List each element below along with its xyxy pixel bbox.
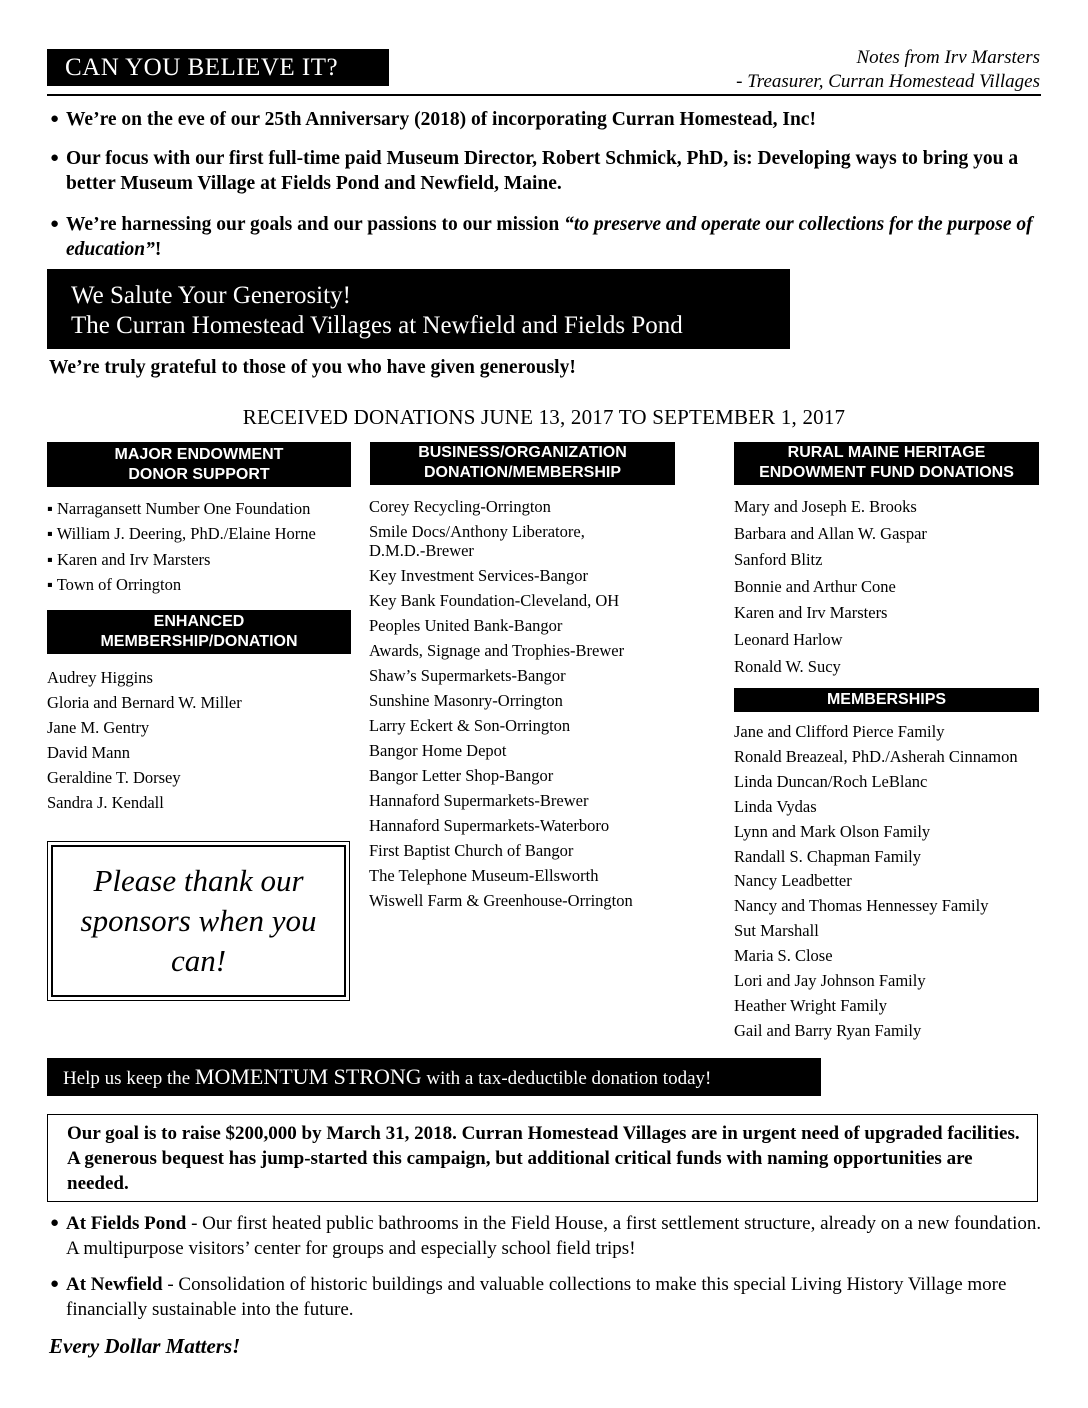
bullet-icon: ● <box>50 150 60 166</box>
bullet-icon: ● <box>50 111 60 127</box>
bullet-icon: ● <box>50 1215 60 1231</box>
list-item: Nancy Leadbetter <box>734 871 852 891</box>
list-item: Linda Vydas <box>734 796 817 816</box>
list-item: Hannaford Supermarkets-Waterboro <box>369 816 610 835</box>
business-donation-header: BUSINESS/ORGANIZATION DONATION/MEMBERSHIP <box>370 442 675 485</box>
page-title: CAN YOU BELIEVE IT? <box>47 49 389 86</box>
list-item: Lynn and Mark Olson Family <box>734 821 931 841</box>
closing-line: Every Dollar Matters! <box>49 1334 241 1358</box>
momentum-banner: Help us keep the MOMENTUM STRONG with a tax-deductible donation today! <box>47 1058 821 1096</box>
major-endowment-header: MAJOR ENDOWMENT DONOR SUPPORT <box>47 442 351 487</box>
list-item: Key Bank Foundation-Cleveland, OH <box>369 591 620 610</box>
intro-bullet <box>50 212 1045 262</box>
byline-author: Notes from Irv Marsters <box>856 47 1040 68</box>
list-item: Leonard Harlow <box>734 629 843 649</box>
goal-box: Our goal is to raise $200,000 by March 31, 2018. Curran Homestead Villages are in urgent need of upgraded facilities. A generous bequest has jump-started this campaign, but additional critical funds with naming opportunities are needed. <box>47 1114 1038 1202</box>
list-item: Awards, Signage and Trophies-Brewer <box>369 641 625 660</box>
intro-bullet-text: We’re harnessing our goals and our passions to our mission “to preserve and operate our collections for the purpose of education”! <box>66 214 1033 260</box>
project-place: At Fields Pond <box>66 1213 187 1234</box>
list-item: Hannaford Supermarkets-Brewer <box>369 791 589 810</box>
byline-role: - Treasurer, Curran Homestead Villages <box>736 71 1040 92</box>
list-item: Barbara and Allan W. Gaspar <box>734 523 927 543</box>
list-item: Randall S. Chapman Family <box>734 846 921 866</box>
list-item: ▪ Town of Orrington <box>47 574 182 594</box>
business-donation-list <box>369 494 633 913</box>
list-item: Linda Duncan/Roch LeBlanc <box>734 771 928 791</box>
list-item: Jane M. Gentry <box>47 718 150 737</box>
list-item: Geraldine T. Dorsey <box>47 768 181 787</box>
list-item: Sunshine Masonry-Orrington <box>369 691 563 710</box>
salute-line1: We Salute Your Generosity! <box>71 282 351 309</box>
intro-bullet <box>50 107 1045 132</box>
list-item: ▪ William J. Deering, PhD./Elaine Horne <box>47 524 316 544</box>
header-divider <box>47 94 1041 96</box>
list-item: Sandra J. Kendall <box>47 793 164 812</box>
list-item: ▪ Narragansett Number One Foundation <box>47 499 311 518</box>
list-item: Sanford Blitz <box>734 550 823 570</box>
rural-heritage-list <box>734 494 927 680</box>
project-bullet <box>50 1211 1045 1261</box>
list-item: Jane and Clifford Pierce Family <box>734 722 945 741</box>
project-description: - Our first heated public bathrooms in the Field House, a first settlement structure, already on a new foundation. A multipurpose visitors’ center for groups and especially school field trips! <box>66 1213 1042 1259</box>
list-item: D.M.D.-Brewer <box>369 541 474 560</box>
byline <box>736 46 1040 94</box>
grateful-text: We’re truly grateful to those of you who have given generously! <box>49 357 576 378</box>
list-item: Maria S. Close <box>734 946 833 966</box>
enhanced-membership-list <box>47 665 242 815</box>
list-item: Bangor Home Depot <box>369 741 507 760</box>
project-description: - Consolidation of historic buildings and valuable collections to make this special Living History Village more financially sustainable into the future. <box>66 1274 1007 1320</box>
list-item: Sut Marshall <box>734 921 819 941</box>
thank-sponsors-box <box>47 841 350 1001</box>
memberships-list <box>734 720 1018 1044</box>
list-item: Corey Recycling-Orrington <box>369 497 551 516</box>
momentum-emphasis: MOMENTUM STRONG <box>194 1064 422 1089</box>
thank-sponsors-text: Please thank our sponsors when you can! <box>51 845 346 997</box>
list-item: Larry Eckert & Son-Orrington <box>369 716 571 735</box>
list-item: Bonnie and Arthur Cone <box>734 576 896 596</box>
list-item: Key Investment Services-Bangor <box>369 566 589 585</box>
list-item: Gail and Barry Ryan Family <box>734 1020 922 1040</box>
list-item: The Telephone Museum-Ellsworth <box>369 866 599 885</box>
salute-line2: The Curran Homestead Villages at Newfield and Fields Pond <box>71 312 683 339</box>
list-item: First Baptist Church of Bangor <box>369 841 574 860</box>
memberships-header: MEMBERSHIPS <box>734 688 1039 712</box>
list-item: Lori and Jay Johnson Family <box>734 971 926 991</box>
list-item: Smile Docs/Anthony Liberatore, <box>369 522 585 541</box>
major-endowment-list <box>47 496 316 597</box>
list-item: Ronald Breazeal, PhD./Asherah Cinnamon <box>734 746 1018 766</box>
list-item: Karen and Irv Marsters <box>734 603 888 623</box>
mission-quote: “to preserve and operate our collections for the purpose of education” <box>66 214 1033 260</box>
bullet-icon: ● <box>50 1276 60 1292</box>
intro-bullet-text: We’re on the eve of our 25th Anniversary (2018) of incorporating Curran Homestead, Inc! <box>66 109 816 130</box>
list-item: Gloria and Bernard W. Miller <box>47 693 242 712</box>
list-item: Mary and Joseph E. Brooks <box>734 497 917 516</box>
list-item: Audrey Higgins <box>47 668 153 687</box>
rural-heritage-header: RURAL MAINE HERITAGE ENDOWMENT FUND DONATIONS <box>734 442 1039 485</box>
project-bullet <box>50 1272 1045 1322</box>
received-heading: RECEIVED DONATIONS JUNE 13, 2017 TO SEPTEMBER 1, 2017 <box>242 405 846 429</box>
list-item: Nancy and Thomas Hennessey Family <box>734 896 989 916</box>
list-item: Peoples United Bank-Bangor <box>369 616 563 635</box>
salute-banner <box>47 269 790 349</box>
list-item: Heather Wright Family <box>734 995 887 1015</box>
list-item: Wiswell Farm & Greenhouse-Orrington <box>369 891 633 910</box>
list-item: Bangor Letter Shop-Bangor <box>369 766 554 785</box>
list-item: ▪ Karen and Irv Marsters <box>47 549 211 569</box>
intro-bullet-text: Our focus with our first full-time paid Museum Director, Robert Schmick, PhD, is: Developing ways to bring you a better Museum Village at Fields Pond and Newfield, Maine. <box>66 148 1019 194</box>
bullet-icon: ● <box>50 216 60 232</box>
list-item: Ronald W. Sucy <box>734 656 841 676</box>
project-place: At Newfield <box>66 1274 163 1295</box>
enhanced-membership-header: ENHANCED MEMBERSHIP/DONATION <box>47 610 351 654</box>
list-item: David Mann <box>47 743 130 762</box>
list-item: Shaw’s Supermarkets-Bangor <box>369 666 566 685</box>
intro-bullet <box>50 146 1045 196</box>
